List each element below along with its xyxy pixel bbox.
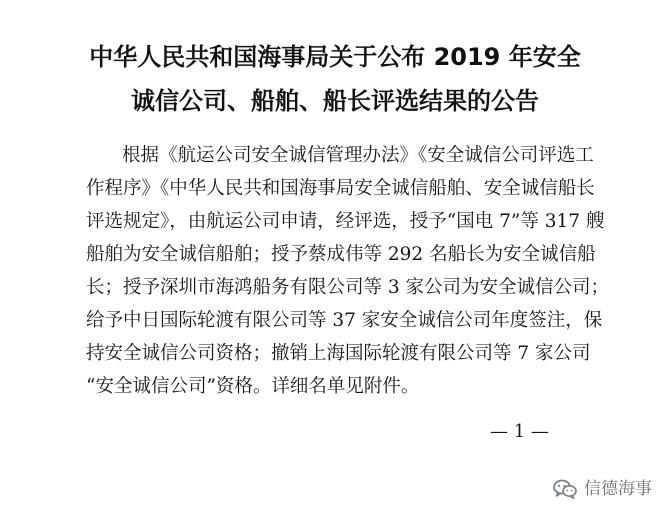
body-line-3: 评选规定》，由航运公司申请，经评选，授予“国电 7”等 317 艘 — [86, 211, 605, 232]
document-title-line-1: 中华人民共和国海事局关于公布 2019 年安全 — [89, 43, 581, 71]
watermark-text: 信德海事 — [584, 479, 652, 499]
body-line-4: 船舶为安全诚信船舶；授予蔡成伟等 292 名船长为安全诚信船 — [86, 244, 596, 265]
page-number: — 1 — — [490, 421, 549, 442]
body-line-1: 根据《航运公司安全诚信管理办法》《安全诚信公司评选工 — [122, 145, 594, 166]
watermark — [552, 478, 652, 500]
body-line-5: 长；授予深圳市海鸿船务有限公司等 3 家公司为安全诚信公司； — [86, 277, 610, 298]
document-title-line-2: 诚信公司、船舶、船长评选结果的公告 — [131, 87, 539, 115]
wechat-icon — [552, 478, 578, 500]
body-line-7: 持安全诚信公司资格；撤销上海国际轮渡有限公司等 7 家公司 — [86, 343, 591, 364]
body-line-2: 作程序》《中华人民共和国海事局安全诚信船舶、安全诚信船长 — [86, 178, 595, 199]
body-line-6: 给予中日国际轮渡有限公司等 37 家安全诚信公司年度签注，保 — [86, 310, 603, 331]
body-line-8: “安全诚信公司”资格。详细名单见附件。 — [86, 376, 420, 397]
